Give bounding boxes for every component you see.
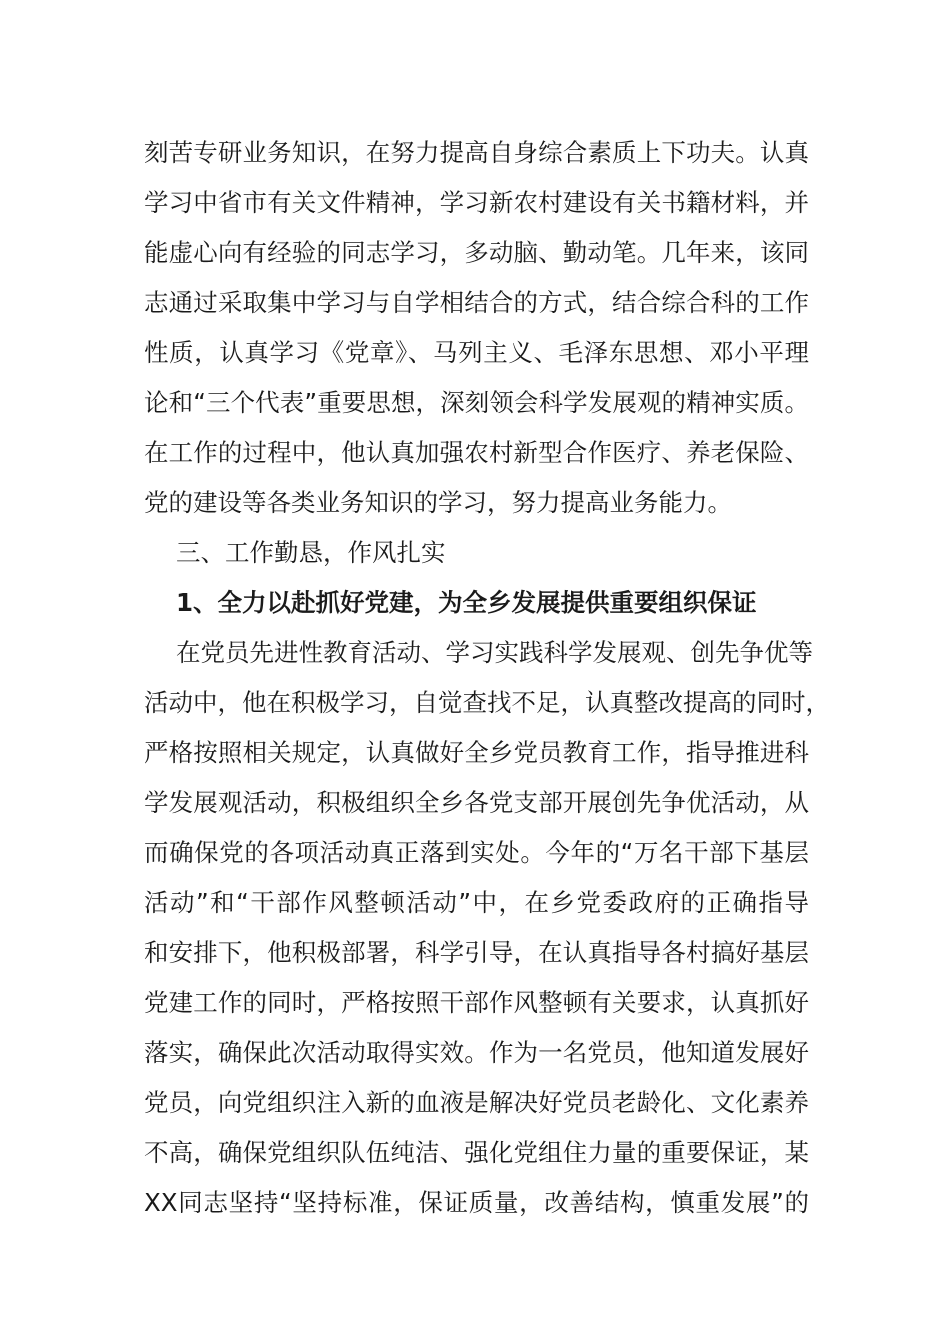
paragraph-line: 在工作的过程中，他认真加强农村新型合作医疗、养老保险、 xyxy=(144,438,809,467)
paragraph-line: 活动中，他在积极学习，自觉查找不足，认真整改提高的同时， xyxy=(144,688,830,717)
paragraph-line: 不高，确保党组织队伍纯洁、强化党组住力量的重要保证，某 xyxy=(144,1138,809,1167)
paragraph-line: 学发展观活动，积极组织全乡各党支部开展创先争优活动，从 xyxy=(144,788,809,817)
paragraph-line: 活动”和“干部作风整顿活动”中，在乡党委政府的正确指导 xyxy=(144,888,809,917)
subsection-heading: 1、全力以赴抓好党建，为全乡发展提供重要组织保证 xyxy=(176,588,757,617)
paragraph-line: 党的建设等各类业务知识的学习，努力提高业务能力。 xyxy=(144,488,732,517)
paragraph-line: 志通过采取集中学习与自学相结合的方式，结合综合科的工作 xyxy=(144,288,809,317)
paragraph-line: 在党员先进性教育活动、学习实践科学发展观、创先争优等 xyxy=(176,638,813,667)
paragraph-line: 和安排下，他积极部署，科学引导，在认真指导各村搞好基层 xyxy=(144,938,809,967)
paragraph-line: 学习中省市有关文件精神，学习新农村建设有关书籍材料，并 xyxy=(144,188,809,217)
paragraph-line: 论和“三个代表”重要思想，深刻领会科学发展观的精神实质。 xyxy=(144,388,809,417)
paragraph-line: 严格按照相关规定，认真做好全乡党员教育工作，指导推进科 xyxy=(144,738,809,767)
paragraph-line: 性质，认真学习《党章》、马列主义、毛泽东思想、邓小平理 xyxy=(144,338,809,367)
paragraph-line: 能虚心向有经验的同志学习，多动脑、勤动笔。几年来，该同 xyxy=(144,238,809,267)
section-heading: 三、工作勤恳，作风扎实 xyxy=(176,538,446,567)
paragraph-line: XX同志坚持“坚持标准，保证质量，改善结构，慎重发展”的 xyxy=(144,1188,809,1217)
paragraph-line: 党员，向党组织注入新的血液是解决好党员老龄化、文化素养 xyxy=(144,1088,809,1117)
paragraph-line: 刻苦专研业务知识，在努力提高自身综合素质上下功夫。认真 xyxy=(144,138,809,167)
paragraph-line: 党建工作的同时，严格按照干部作风整顿有关要求，认真抓好 xyxy=(144,988,809,1017)
paragraph-line: 落实，确保此次活动取得实效。作为一名党员，他知道发展好 xyxy=(144,1038,809,1067)
paragraph-line: 而确保党的各项活动真正落到实处。今年的“万名干部下基层 xyxy=(144,838,809,867)
